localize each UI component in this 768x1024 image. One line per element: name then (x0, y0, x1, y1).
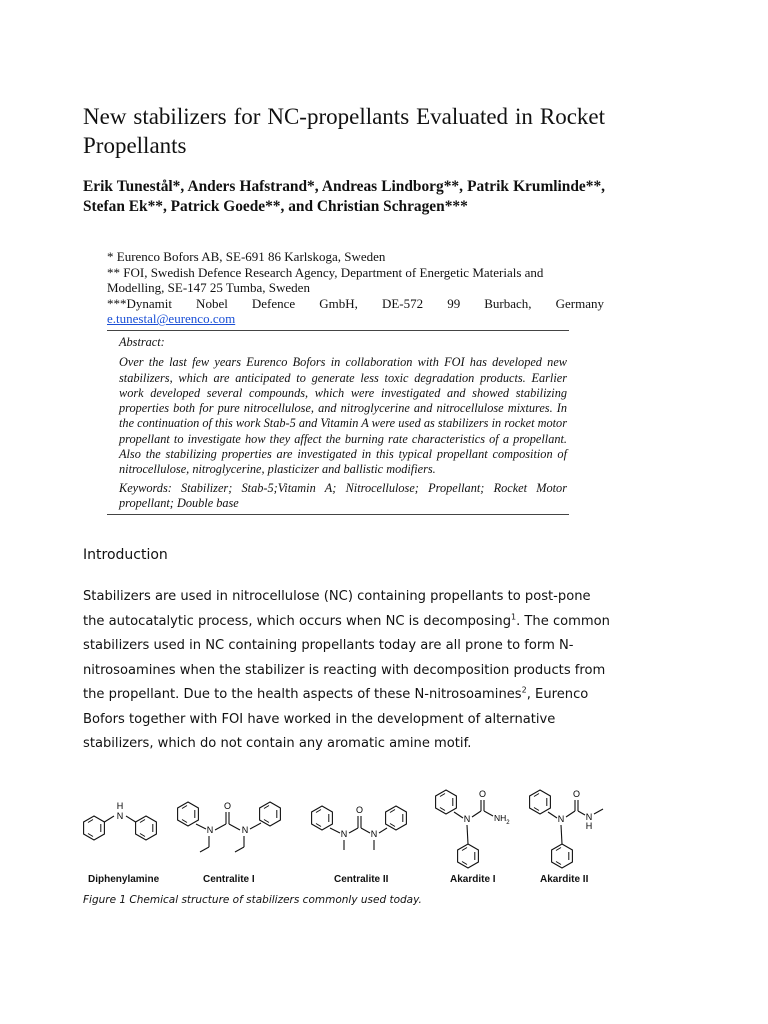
keywords: Keywords: Stabilizer; Stab-5;Vitamin A; Nitrocellulose; Propellant; Rocket Motor propellant; Double base (119, 480, 567, 510)
akardite-i-nh2-group (494, 813, 510, 826)
affiliations (107, 249, 604, 327)
abstract-text: Over the last few years Eurenco Bofors in collaboration with FOI has developed new stabilizers, which are anticipated to generate less toxic degradation products. Earlier work developed several compounds, which were investigated and showed stabilizing properties both for pure nitrocellulose, and nitroglycerine and nitrocellulose mixtures. In the continuation of this work Stab-5 and Vitamin A were used as stabilizers in rocket motor propellant to investigate how they affect the burning rate characteristics of a propellant. Also the stabilizing properties are investigated in this typical propellant composition of nitrocellulose, nitroglycerine, plasticizer and ballistic modifiers. (119, 355, 567, 477)
label-centralite-ii: Centralite II (334, 874, 389, 885)
akardite-i-n-atom: N (463, 814, 471, 824)
diphenylamine-h-atom: H (116, 801, 124, 811)
diphenylamine-structure (84, 801, 157, 840)
contact-email-link[interactable]: e.tunestal@eurenco.com (107, 311, 236, 327)
reference-2: 2 (521, 685, 527, 695)
akardite-i-nh: NH (494, 813, 507, 823)
diphenylamine-n-atom: N (116, 811, 124, 821)
akardite-ii-h-atom: H (585, 821, 593, 831)
akardite-i-o-atom: O (478, 789, 487, 799)
introduction-paragraph (83, 585, 613, 757)
centralite-i-n2-atom: N (241, 825, 249, 835)
akardite-ii-n2-atom: N (585, 812, 593, 822)
abstract-box (107, 330, 569, 515)
label-diphenylamine: Diphenylamine (88, 874, 160, 885)
paper-title: New stabilizers for NC-propellants Evaluated in Rocket Propellants (83, 104, 605, 158)
intro-text-part2: . The common stabilizers used in NC containing propellants today are all prone to form N-nitrosoamines when the stabilizer is reacting with decomposition products from the propellant. Due to the health aspects of these N-nitrosoamines (83, 613, 610, 702)
introduction-heading: Introduction (83, 547, 168, 563)
akardite-ii-o-atom: O (572, 789, 581, 799)
author-list: Erik Tunestål*, Anders Hafstrand*, Andreas Lindborg**, Patrik Krumlinde**, Stefan Ek**, Patrick Goede**, and Christian Schragen*** (83, 178, 605, 215)
centralite-ii-n1-atom: N (340, 829, 348, 839)
figure-caption: Figure 1 Chemical structure of stabilizers commonly used today. (83, 894, 422, 906)
akardite-ii-structure (530, 789, 603, 868)
akardite-i-nh2-subscript: 2 (506, 820, 510, 826)
affiliation-foi: ** FOI, Swedish Defence Research Agency, Department of Energetic Materials and Modelling, SE-147 25 Tumba, Sweden (107, 264, 544, 296)
affiliation-dynamit-nobel: ***Dynamit Nobel Defence GmbH, DE-572 99 Burbach, Germany (107, 295, 604, 311)
intro-text-part3: , Eurenco Bofors together with FOI have worked in the development of alternative stabilizers, which do not contain any aromatic amine motif. (83, 687, 589, 751)
intro-text-part1: Stabilizers are used in nitrocellulose (NC) containing propellants to post-pone the autocatalytic process, which occurs when NC is decomposing (83, 589, 591, 629)
centralite-ii-o-atom: O (355, 805, 364, 815)
stabilizer-structures-figure (76, 788, 616, 888)
centralite-i-o-atom: O (223, 801, 232, 811)
reference-1: 1 (511, 612, 517, 622)
centralite-ii-structure (312, 805, 407, 850)
label-akardite-i: Akardite I (450, 874, 496, 885)
centralite-ii-n2-atom: N (370, 829, 378, 839)
centralite-i-n1-atom: N (206, 825, 214, 835)
centralite-i-structure (178, 801, 281, 852)
affiliation-eurenco: * Eurenco Bofors AB, SE-691 86 Karlskoga, Sweden (107, 249, 386, 264)
akardite-i-structure (436, 789, 511, 868)
label-akardite-ii: Akardite II (540, 874, 589, 885)
abstract-heading: Abstract: (119, 335, 165, 349)
label-centralite-i: Centralite I (203, 874, 255, 885)
akardite-ii-n1-atom: N (557, 814, 565, 824)
